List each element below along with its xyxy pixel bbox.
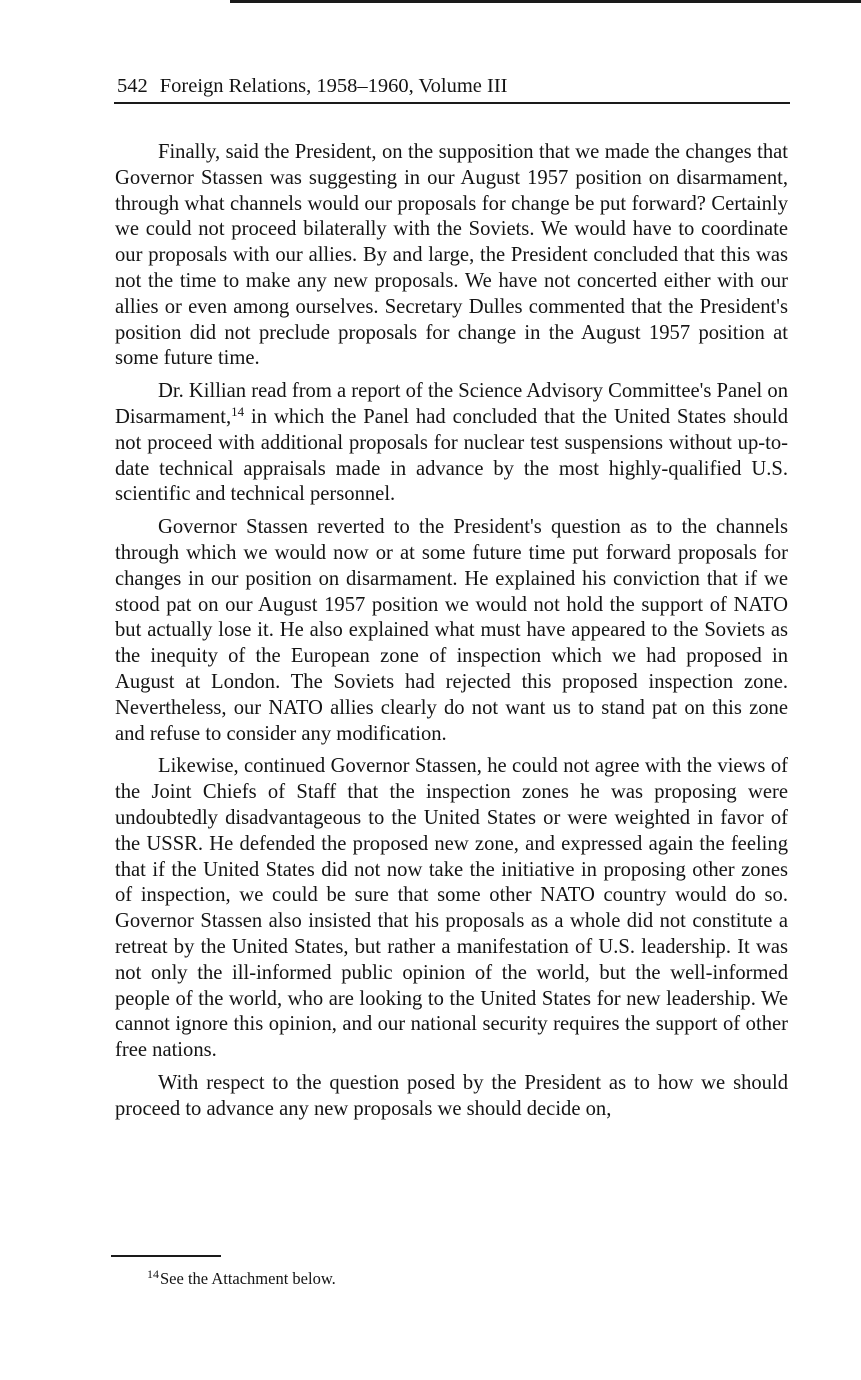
header-rule (114, 102, 790, 104)
paragraph-2-text-before-ref: Dr. Killian read from a report of the Science Advisory Committee's Panel on Disarmament, (115, 380, 788, 428)
body-text (115, 140, 788, 1122)
footnote-text: See the Attachment below. (160, 1269, 336, 1288)
top-edge-rule (230, 0, 861, 3)
footnote (147, 1268, 336, 1290)
paragraph-1: Finally, said the President, on the supposition that we made the changes that Governor Stassen was suggesting in our August 1957 position on disarmament, through what channels would our proposals for change be put forward? Certainly we could not proceed bilaterally with the Soviets. We would have to coordinate our proposals with our allies. By and large, the President concluded that this was not the time to make any new proposals. We have not concerted either with our allies or even among ourselves. Secretary Dulles commented that the President's position did not preclude proposals for change in the August 1957 position at some future time. (115, 141, 788, 370)
paragraph-4: Likewise, continued Governor Stassen, he could not agree with the views of the Joint Chiefs of Staff that the inspection zones he was proposing were undoubtedly disadvantageous to the United States or were weighted in favor of the USSR. He defended the proposed new zone, and expressed again the feeling that if the United States did not now take the initiative in proposing other zones of inspection, we could be sure that some other NATO country would do so. Governor Stassen also insisted that his proposals as a whole did not constitute a retreat by the United States, but rather a manifestation of U.S. leadership. It was not only the ill-informed public opinion of the world, but the well-informed people of the world, who are looking to the United States for new leadership. We cannot ignore this opinion, and our national security requires the support of other free nations. (115, 755, 788, 1062)
paragraph-2-text-after-ref: in which the Panel had concluded that the United States should not proceed with additional proposals for nuclear test suspensions without up-to-date technical appraisals made in advance by the most highly-qualified U.S. scientific and technical personnel. (115, 405, 788, 506)
paragraph-5: With respect to the question posed by the President as to how we should proceed to advance any new proposals we should decide on, (115, 1071, 788, 1120)
running-header (117, 72, 789, 100)
footnote-rule (111, 1255, 221, 1257)
paragraph-2 (115, 379, 788, 508)
page-number: 542 (117, 75, 148, 97)
running-title: Foreign Relations, 1958–1960, Volume III (159, 75, 508, 97)
footnote-mark: 14 (147, 1267, 159, 1281)
footnote-reference: 14 (231, 403, 245, 419)
paragraph-3: Governor Stassen reverted to the President's question as to the channels through which we would now or at some future time put forward proposals for changes in our position on disarmament. He explained his conviction that if we stood pat on our August 1957 position we would not hold the support of NATO but actually lose it. He also explained what must have appeared to the Soviets as the inequity of the European zone of inspection which we had proposed in August at London. The Soviets had rejected this proposed inspection zone. Nevertheless, our NATO allies clearly do not want us to stand pat on this zone and refuse to consider any modification. (115, 516, 788, 745)
